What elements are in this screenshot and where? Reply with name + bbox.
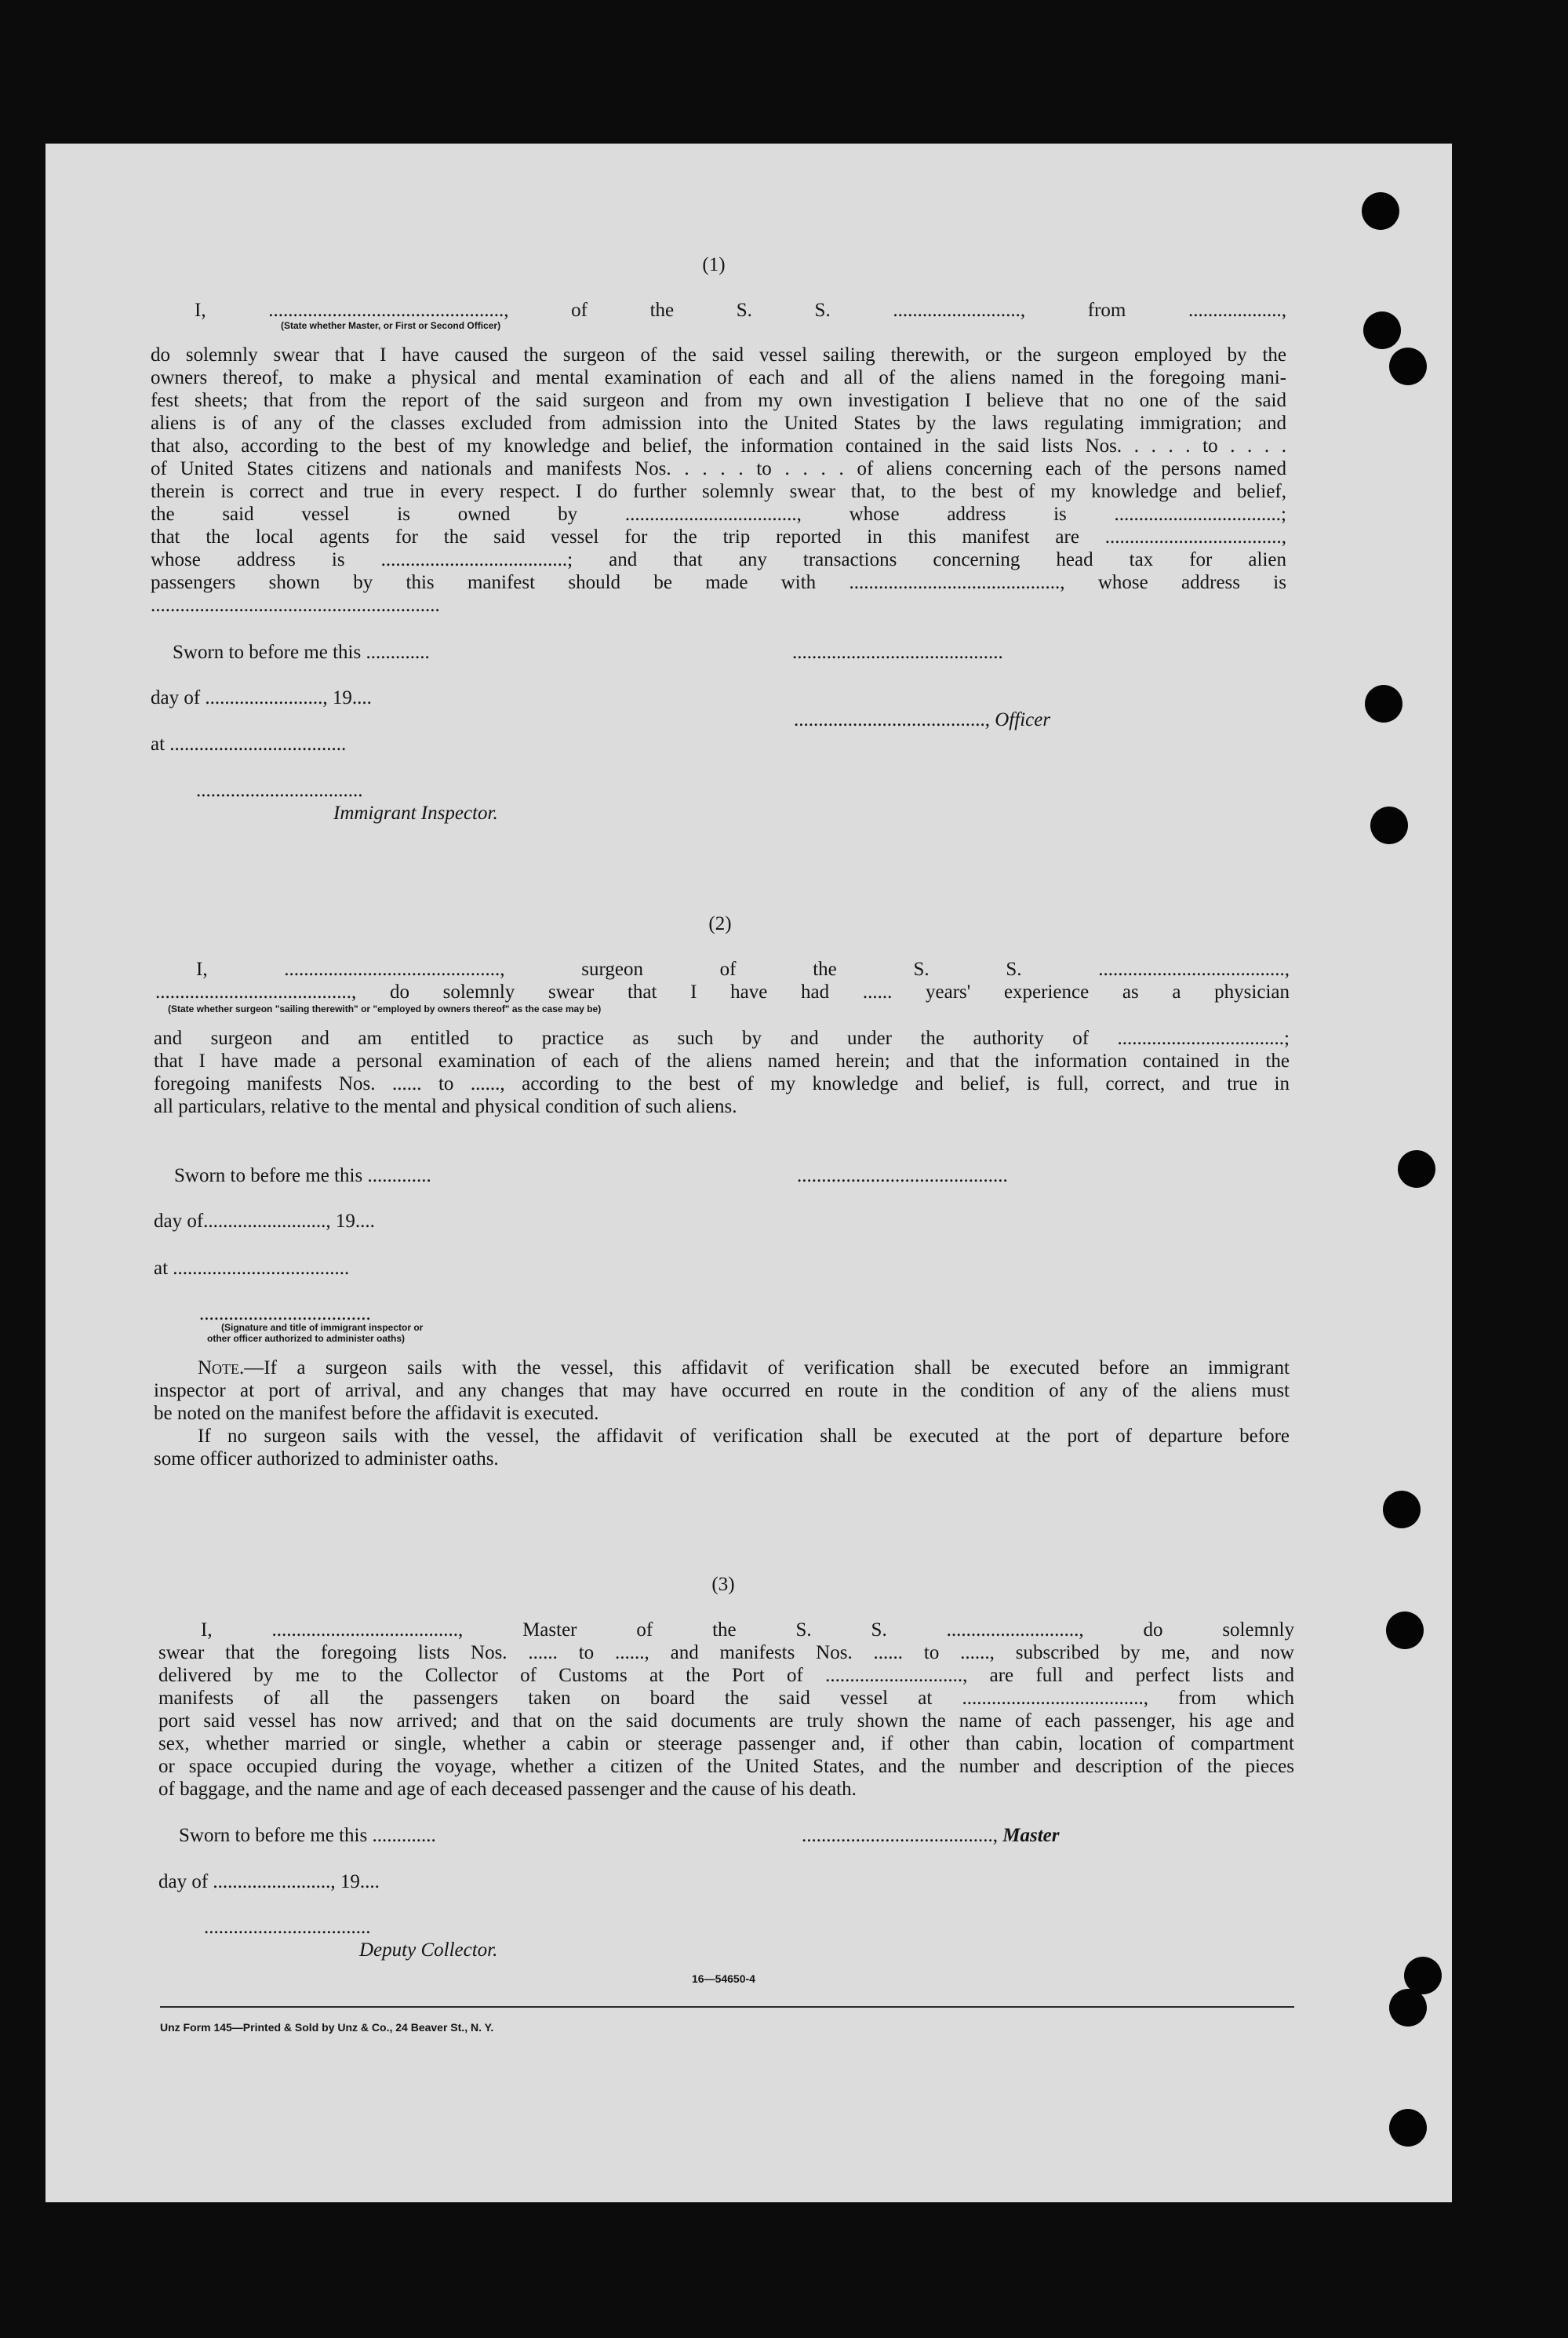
surgeon-name-line: I, ............................................, surgeon of the S. S. ......................................,: [196, 959, 1290, 980]
collector-signature-dots: ..................................: [204, 1917, 371, 1938]
officer-line: [794, 708, 1050, 731]
officer-signature-dots: ...........................................: [792, 642, 1003, 663]
oath-line: owners thereof, to make a physical and mental examination of each and all of the aliens named in the foregoing mani-: [151, 367, 1286, 388]
oath-line: the said vessel is owned by ..................................., whose address is ..................................;: [151, 504, 1286, 525]
sworn-before-label: Sworn to before me this .............: [174, 1165, 431, 1186]
footer-divider: [160, 2006, 1294, 2008]
master-name-line: I, ................................................, of the S. S. .........................., from ...................,: [195, 300, 1286, 321]
binder-hole: [1370, 807, 1408, 844]
master-field-note: (State whether Master, or First or Second Officer): [281, 320, 501, 331]
master-oath-line: delivered by me to the Collector of Customs at the Port of ............................, are full and perfect lists and: [158, 1665, 1294, 1686]
oath-line: of United States citizens and nationals and manifests Nos. . . . . to . . . . of aliens concerning each of the persons named: [151, 458, 1286, 479]
master-oath-line: of baggage, and the name and age of each deceased passenger and the cause of his death.: [158, 1779, 857, 1800]
officer-label: Officer: [995, 709, 1051, 730]
oath-line: therein is correct and true in every respect. I do further solemnly swear that, to the best of my knowledge and belief,: [151, 481, 1286, 502]
note-text: —If a surgeon sails with the vessel, this affidavit of verification shall be executed before an immigrant: [244, 1357, 1290, 1378]
note-line: [198, 1357, 1290, 1379]
day-of-label: day of........................., 19....: [154, 1211, 375, 1232]
section-number: (2): [708, 913, 732, 934]
at-label: at ....................................: [154, 1258, 350, 1279]
master-oath-line: sex, whether married or single, whether a cabin or steerage passenger and, if other than cabin, location of compartment: [158, 1733, 1294, 1754]
master-dots: .......................................,: [802, 1825, 998, 1846]
oath-line: aliens is of any of the classes excluded from admission into the United States by the laws regulating immigration; and: [151, 413, 1286, 434]
inspector-signature-dots: ...................................: [199, 1303, 371, 1324]
master-signature-line: [802, 1824, 1059, 1847]
master-oath-line: manifests of all the passengers taken on board the said vessel at ....................................., from which: [158, 1688, 1294, 1709]
master-label: Master: [1002, 1825, 1060, 1846]
sworn-before-label: Sworn to before me this .............: [179, 1825, 436, 1846]
collector-title: Deputy Collector.: [359, 1939, 498, 1961]
surgeon-field-note: (State whether surgeon "sailing therewith" or "employed by owners thereof" as the case may be): [168, 1003, 602, 1014]
surgeon-oath-line: that I have made a personal examination of each of the aliens named herein; and that the information contained in the: [154, 1051, 1290, 1072]
oath-line: whose address is ......................................; and that any transactions concerning head tax for alien: [151, 549, 1286, 570]
master-oath-line: port said vessel has now arrived; and that on the said documents are truly shown the name of each passenger, his age and: [158, 1710, 1294, 1732]
inspector-signature-dots: ..................................: [196, 780, 363, 801]
officer-dots: .......................................,: [794, 709, 990, 730]
surgeon-signature-dots: ...........................................: [797, 1165, 1008, 1186]
binder-hole: [1362, 192, 1399, 230]
binder-hole: [1389, 348, 1427, 385]
oath-line: do solemnly swear that I have caused the surgeon of the said vessel sailing therewith, or the surgeon employed by the: [151, 344, 1286, 366]
note-line: be noted on the manifest before the affidavit is executed.: [154, 1403, 599, 1424]
binder-hole: [1389, 2109, 1427, 2147]
printer-credit: Unz Form 145—Printed & Sold by Unz & Co., 24 Beaver St., N. Y.: [160, 2021, 494, 2034]
surgeon-oath-line: and surgeon and am entitled to practice as such by and under the authority of ..................................;: [154, 1028, 1290, 1049]
form-code: 16—54650-4: [692, 1972, 755, 1985]
oath-line: fest sheets; that from the report of the said surgeon and from my own investigation I believe that no one of the said: [151, 390, 1286, 411]
section-number: (3): [711, 1574, 735, 1595]
master-oath-line: I, ......................................, Master of the S. S. ..........................., do solemnly: [201, 1619, 1294, 1641]
day-of-label: day of ........................, 19....: [151, 687, 372, 708]
binder-hole: [1398, 1150, 1435, 1188]
signature-caption: (Signature and title of immigrant inspector or: [221, 1322, 424, 1333]
surgeon-experience-line: ........................................, do solemnly swear that I have had ...... years' experience as a physician: [155, 981, 1290, 1003]
binder-hole: [1363, 311, 1401, 349]
inspector-title: Immigrant Inspector.: [333, 803, 498, 824]
at-label: at ....................................: [151, 734, 347, 755]
binder-hole: [1383, 1491, 1421, 1528]
binder-hole: [1386, 1611, 1424, 1649]
note-line: If no surgeon sails with the vessel, the affidavit of verification shall be executed at the port of departure before: [198, 1426, 1290, 1447]
note-line: some officer authorized to administer oaths.: [154, 1448, 499, 1469]
surgeon-oath-line: foregoing manifests Nos. ...... to ......, according to the best of my knowledge and belief, is full, correct, and true in: [154, 1073, 1290, 1094]
binder-hole: [1389, 1989, 1427, 2027]
binder-hole: [1365, 685, 1402, 723]
oath-line: ...........................................................: [151, 595, 440, 616]
master-oath-line: swear that the foregoing lists Nos. ...... to ......, and manifests Nos. ...... to ......, subscribed by me, and now: [158, 1642, 1294, 1663]
section-number: (1): [702, 254, 726, 275]
signature-caption: other officer authorized to administer oaths): [207, 1333, 406, 1344]
sworn-before-label: Sworn to before me this .............: [173, 642, 430, 663]
day-of-label: day of ........................, 19....: [158, 1871, 380, 1892]
oath-line: passengers shown by this manifest should be made with ..........................................., whose address is: [151, 572, 1286, 593]
master-oath-line: or space occupied during the voyage, whether a citizen of the United States, and the number and description of the pieces: [158, 1756, 1294, 1777]
note-label: Note.: [198, 1357, 245, 1378]
oath-line: that the local agents for the said vessel for the trip reported in this manifest are ....................................,: [151, 526, 1286, 548]
note-line: inspector at port of arrival, and any changes that may have occurred en route in the condition of any of the aliens must: [154, 1380, 1290, 1401]
oath-line: that also, according to the best of my knowledge and belief, the information contained in the said lists Nos. . . . . to . . . .: [151, 435, 1286, 457]
surgeon-oath-line: all particulars, relative to the mental and physical condition of such aliens.: [154, 1096, 737, 1117]
